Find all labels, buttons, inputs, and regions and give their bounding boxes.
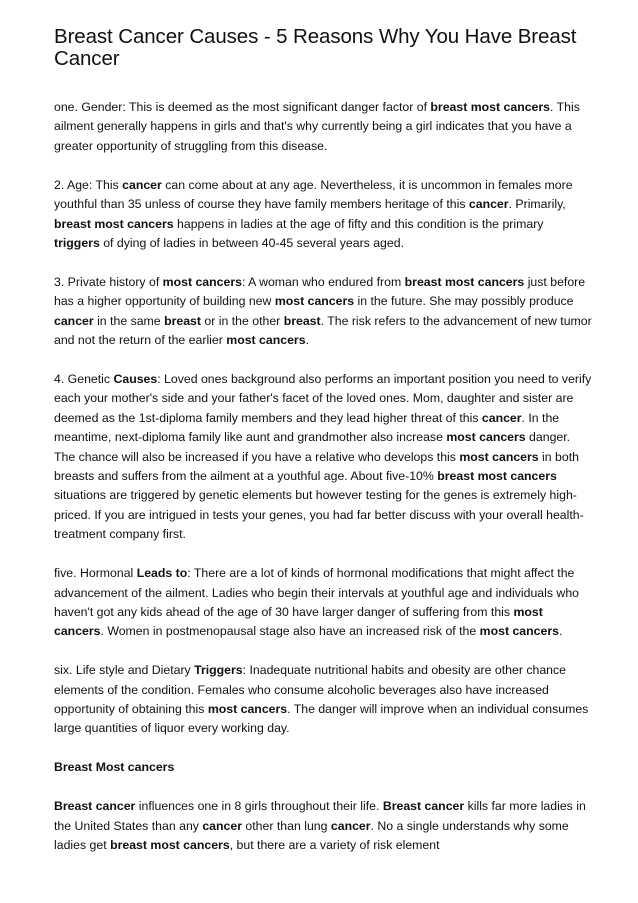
bold-keyword: cancer bbox=[202, 818, 242, 833]
bold-keyword: most cancers bbox=[459, 449, 539, 464]
bold-keyword: Causes bbox=[113, 371, 158, 386]
bold-keyword: breast most cancers bbox=[54, 216, 174, 231]
bold-keyword: most cancers bbox=[54, 604, 543, 639]
bold-keyword: most cancers bbox=[226, 333, 306, 348]
paragraph-lifestyle: six. Life style and Dietary Triggers: Inadequate nutritional habits and obesity are other chance elements of the condition. Females who consume alcoholic beverages also have increased opportunity of obtaining this most cancers. The danger will improve when an individual consumes large quantities of liquor every working day. bbox=[54, 663, 589, 736]
bold-keyword: Breast cancer bbox=[54, 799, 136, 814]
section-heading: Breast Most cancers bbox=[54, 760, 175, 775]
document-title: Breast Cancer Causes - 5 Reasons Why You Have Breast Cancer bbox=[54, 25, 577, 70]
bold-keyword: cancer bbox=[481, 410, 522, 425]
paragraph-age: 2. Age: This cancer can come about at any age. Nevertheless, it is uncommon in females more youthful than 35 unless of course they have family members heritage of this cancer. Primarily, breast most cancers happens in ladies at the age of fifty and this condition is the primary triggers of dying of ladies in between 40-45 several years aged. bbox=[54, 177, 573, 250]
bold-keyword: breast most cancers bbox=[430, 100, 551, 114]
bold-keyword: cancer bbox=[122, 177, 162, 192]
paragraph-closing: Breast cancer influences one in 8 girls throughout their life. Breast cancer kills far more ladies in the United States than any cancer other than lung cancer. No a single understands why some ladies get breast most cancers, but there are a variety of risk element bbox=[54, 799, 586, 853]
bold-keyword: breast most cancers bbox=[110, 838, 230, 853]
bold-keyword: Triggers bbox=[194, 663, 243, 678]
bold-keyword: Leads to bbox=[136, 566, 188, 581]
bold-keyword: triggers bbox=[54, 235, 100, 250]
bold-keyword: Breast cancer bbox=[382, 799, 465, 814]
paragraph-gender: one. Gender: This is deemed as the most significant danger factor of breast most cancers. This ailment generally happens in girls and that's why currently being a girl indicates that you have a greater opportunity of struggling from this disease. bbox=[54, 100, 580, 153]
paragraph-genetic: 4. Genetic Causes: Loved ones background also performs an important position you need to verify each your mother's side and your father's facet of the loved ones. Mom, daughter and sister are deemed as the 1st-diploma family members and they lead higher threat of this cancer. In the meantime, next-diploma family like aunt and grandmother also increase most cancers danger. The chance will also be increased if you have a relative who develops this most cancers in both breasts and suffers from the ailment at a youthful age. About five-10% breast most cancers situations are triggered by genetic elements but however testing for the genes is extremely high-priced. If you are intrigued in tests your genes, you had far better discuss with your overall health-treatment company first. bbox=[54, 371, 592, 542]
bold-keyword: most cancers bbox=[446, 430, 526, 445]
bold-keyword: most cancers bbox=[207, 702, 288, 717]
paragraph-hormonal: five. Hormonal Leads to: There are a lot of kinds of hormonal modifications that might affect the advancement of the ailment. Ladies who begin their intervals at youthful age and individuals who haven't got any kids ahead of the age of 30 have larger danger of suffering from this most cancers. Women in postmenopausal stage also have an increased risk of the most cancers. bbox=[54, 566, 579, 639]
bold-keyword: cancer bbox=[54, 313, 94, 328]
paragraph-private-history: 3. Private history of most cancers: A woman who endured from breast most cancers just before has a higher opportunity of building new most cancers in the future. She may possibly produce cancer in the same breast or in the other breast. The risk refers to the advancement of new tumor and not the return of the earlier most cancers. bbox=[54, 274, 592, 348]
bold-keyword: most cancers bbox=[479, 624, 559, 639]
bold-keyword: breast most cancers bbox=[404, 274, 525, 289]
bold-keyword: breast bbox=[283, 313, 321, 328]
bold-keyword: most cancers bbox=[162, 274, 242, 289]
bold-keyword: cancer bbox=[330, 818, 371, 833]
bold-keyword: cancer bbox=[468, 197, 509, 212]
bold-keyword: breast bbox=[164, 313, 201, 328]
bold-keyword: breast most cancers bbox=[437, 469, 557, 483]
document-body bbox=[54, 98, 592, 856]
bold-keyword: most cancers bbox=[274, 294, 355, 309]
document-page bbox=[54, 26, 592, 875]
